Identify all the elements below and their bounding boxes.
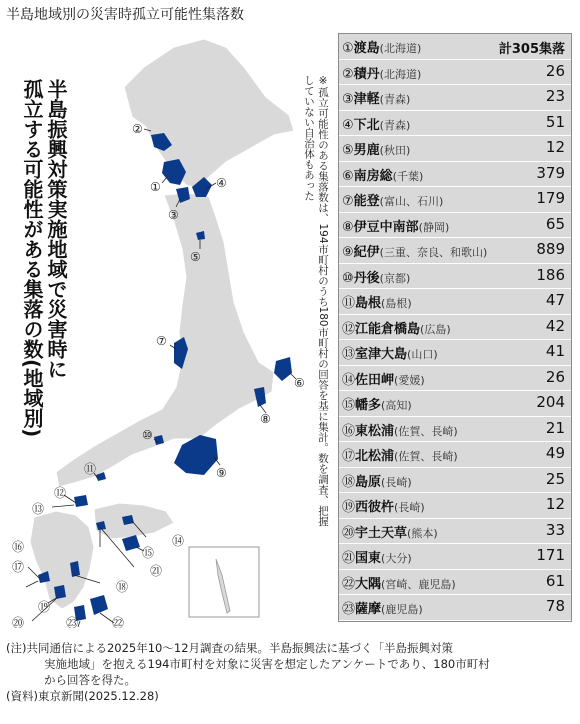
table-row bbox=[339, 213, 571, 239]
table-row bbox=[339, 60, 571, 86]
region-name bbox=[342, 420, 458, 439]
region-name bbox=[342, 88, 410, 107]
region-prefecture: (京都) bbox=[379, 271, 411, 285]
table-row bbox=[339, 391, 571, 417]
settlement-count: 186 bbox=[536, 265, 565, 284]
table-row bbox=[339, 136, 571, 162]
region-number: ㉒ bbox=[342, 576, 356, 592]
settlement-count: 65 bbox=[545, 214, 565, 233]
survey-note-line2: していない自治体もあった bbox=[303, 75, 315, 201]
settlement-count: 12 bbox=[545, 495, 565, 514]
map-label-5: ⑤ bbox=[190, 250, 201, 264]
map-label-2: ② bbox=[132, 122, 143, 136]
region-prefecture: (鹿児島) bbox=[381, 603, 423, 617]
table-row bbox=[339, 162, 571, 188]
region-prefecture: (富山、石川) bbox=[379, 195, 444, 209]
region-name bbox=[342, 496, 425, 515]
map-hokkaido bbox=[124, 39, 294, 189]
map-label-4: ④ bbox=[216, 176, 227, 190]
region-name bbox=[342, 190, 443, 209]
region-label: 積丹 bbox=[353, 66, 380, 82]
region-number: ⑤ bbox=[342, 143, 354, 159]
map-label-22: ㉒ bbox=[112, 616, 125, 628]
region-number: ⑳ bbox=[342, 525, 356, 541]
region-label: 室津大島 bbox=[355, 347, 408, 363]
region-number: ⑲ bbox=[342, 500, 356, 516]
region-name bbox=[342, 216, 449, 235]
table-row bbox=[339, 238, 571, 264]
table-row bbox=[339, 85, 571, 111]
table-row bbox=[339, 264, 571, 290]
region-number: ⑬ bbox=[342, 347, 356, 363]
region-prefecture: (佐賀、長崎) bbox=[394, 424, 458, 438]
map-label-18: ⑱ bbox=[116, 580, 129, 594]
map-label-11: ⑪ bbox=[84, 462, 97, 476]
settlement-count: 49 bbox=[545, 444, 565, 463]
region-prefecture: (広島) bbox=[420, 322, 451, 336]
region-8-izu bbox=[254, 387, 266, 407]
table-row bbox=[339, 340, 571, 366]
region-name bbox=[342, 547, 412, 566]
region-prefecture: (熊本) bbox=[407, 526, 438, 540]
region-number: ⑪ bbox=[342, 296, 356, 312]
chart-title-line1: 半島振興対策実施地域で災害時に bbox=[44, 79, 68, 379]
table-row bbox=[339, 595, 571, 621]
region-6-boso bbox=[274, 357, 292, 381]
region-number: ㉓ bbox=[342, 602, 356, 618]
region-prefecture: (青森) bbox=[379, 118, 411, 132]
settlement-count: 889 bbox=[536, 240, 565, 259]
region-name bbox=[342, 241, 487, 260]
region-number: ④ bbox=[342, 117, 354, 133]
map-label-3: ③ bbox=[168, 208, 179, 222]
map-label-7: ⑦ bbox=[156, 334, 167, 348]
footnotes bbox=[6, 640, 576, 704]
region-name bbox=[342, 445, 458, 464]
region-name bbox=[342, 471, 412, 490]
settlement-count: 78 bbox=[545, 597, 565, 616]
region-label: 能登 bbox=[353, 194, 380, 210]
region-label: 宇土天草 bbox=[355, 525, 408, 541]
region-name bbox=[342, 598, 423, 617]
region-name bbox=[342, 394, 412, 413]
map-label-15: ⑮ bbox=[142, 546, 155, 560]
table-row bbox=[339, 544, 571, 570]
region-number: ⑰ bbox=[342, 449, 356, 465]
region-prefecture: (高知) bbox=[381, 399, 412, 413]
region-name bbox=[342, 165, 423, 184]
total-count: 計305集落 bbox=[498, 42, 565, 57]
region-label: 国東 bbox=[355, 551, 382, 567]
settlement-count: 25 bbox=[545, 469, 565, 488]
region-label: 島原 bbox=[355, 474, 382, 490]
region-number: ⑨ bbox=[342, 245, 354, 261]
settlement-count: 23 bbox=[545, 87, 565, 106]
table-row bbox=[339, 493, 571, 519]
region-number: ⑯ bbox=[342, 423, 356, 439]
settlement-count: 51 bbox=[545, 112, 565, 131]
region-label: 南房総 bbox=[353, 168, 393, 184]
table-row bbox=[339, 111, 571, 137]
region-name bbox=[342, 573, 456, 592]
settlement-count: 61 bbox=[545, 571, 565, 590]
region-prefecture: (千葉) bbox=[392, 169, 424, 183]
map-label-8: ⑧ bbox=[260, 412, 271, 426]
settlement-count: 26 bbox=[545, 61, 565, 80]
region-prefecture: (青森) bbox=[379, 93, 411, 107]
map-label-19: ⑲ bbox=[38, 600, 51, 614]
map-label-1: ① bbox=[150, 180, 161, 194]
region-prefecture: (愛媛) bbox=[394, 373, 425, 387]
region-number: ⑫ bbox=[342, 321, 356, 337]
settlement-count: 21 bbox=[545, 418, 565, 437]
region-name bbox=[342, 37, 421, 56]
region-name bbox=[342, 267, 410, 286]
settlement-count: 42 bbox=[545, 316, 565, 335]
region-label: 丹後 bbox=[353, 270, 380, 286]
region-prefecture: (島根) bbox=[381, 297, 412, 311]
settlement-count: 41 bbox=[545, 342, 565, 361]
map-label-23: ㉓ bbox=[66, 616, 79, 628]
region-prefecture: (北海道) bbox=[379, 42, 422, 55]
settlement-count: 47 bbox=[545, 291, 565, 310]
region-name bbox=[342, 63, 421, 82]
note-line-2: 実施地域」を抱える194市町村を対象に災害を想定したアンケートであり、180市町村 bbox=[44, 657, 490, 671]
map-label-10: ⑩ bbox=[142, 428, 153, 442]
region-name bbox=[342, 318, 451, 337]
region-label: 伊豆中南部 bbox=[353, 219, 419, 235]
region-label: 東松浦 bbox=[355, 423, 395, 439]
figure bbox=[4, 27, 576, 628]
region-label: 渡島 bbox=[353, 41, 380, 56]
table-row bbox=[339, 442, 571, 468]
region-label: 江能倉橋島 bbox=[355, 321, 421, 337]
table-row bbox=[339, 570, 571, 596]
map-label-20: ⑳ bbox=[12, 616, 25, 628]
map-label-21: ㉑ bbox=[150, 564, 163, 578]
table-row bbox=[339, 289, 571, 315]
settlement-count: 26 bbox=[545, 367, 565, 386]
region-name bbox=[342, 292, 412, 311]
region-prefecture: (長崎) bbox=[381, 475, 412, 489]
okinawa-inset bbox=[189, 547, 259, 617]
region-19-20-amakusa bbox=[54, 585, 66, 599]
map-label-16: ⑯ bbox=[12, 540, 25, 554]
region-number: ⑥ bbox=[342, 168, 354, 184]
region-label: 津軽 bbox=[353, 92, 380, 108]
region-prefecture: (秋田) bbox=[379, 144, 411, 158]
region-number: ⑱ bbox=[342, 474, 356, 490]
region-label: 大隅 bbox=[355, 576, 382, 592]
page-title: 半島地域別の災害時孤立可能性集落数 bbox=[6, 7, 244, 23]
region-number: ⑦ bbox=[342, 194, 354, 210]
map-label-9: ⑨ bbox=[216, 466, 227, 480]
region-prefecture: (佐賀、長崎) bbox=[394, 450, 458, 464]
region-label: 島根 bbox=[355, 296, 382, 312]
map-label-12: ⑫ bbox=[54, 486, 67, 500]
count-table bbox=[338, 33, 572, 622]
region-9-kii bbox=[174, 435, 218, 475]
settlement-count: 179 bbox=[536, 189, 565, 208]
settlement-count: 171 bbox=[536, 546, 565, 565]
region-number: ③ bbox=[342, 92, 354, 108]
region-name bbox=[342, 343, 438, 362]
settlement-count: 379 bbox=[536, 163, 565, 182]
map-label-14: ⑭ bbox=[172, 534, 185, 548]
region-22-osumi bbox=[90, 595, 108, 615]
region-prefecture: (山口) bbox=[407, 348, 438, 362]
region-name bbox=[342, 114, 410, 133]
region-label: 薩摩 bbox=[355, 602, 382, 618]
map-label-17: ⑰ bbox=[12, 560, 25, 574]
region-prefecture: (静岡) bbox=[418, 220, 450, 234]
region-prefecture: (三重、奈良、和歌山) bbox=[379, 246, 488, 260]
region-label: 幡多 bbox=[355, 398, 382, 414]
region-prefecture: (大分) bbox=[381, 552, 412, 566]
table-row bbox=[339, 519, 571, 545]
source-line: (資料)東京新聞(2025.12.28) bbox=[6, 689, 159, 703]
table-row bbox=[339, 366, 571, 392]
region-number: ㉑ bbox=[342, 551, 356, 567]
table-row bbox=[339, 315, 571, 341]
region-number: ⑮ bbox=[342, 398, 356, 414]
region-label: 西彼杵 bbox=[355, 500, 395, 516]
region-label: 男鹿 bbox=[353, 143, 380, 159]
settlement-count: 12 bbox=[545, 138, 565, 157]
survey-note-line1: ※孤立可能性のある集落数は、194市町村のうち180市町村の回答を基に集計。数を調査、把握 bbox=[317, 75, 329, 527]
region-12-13-seto bbox=[74, 495, 88, 507]
region-label: 下北 bbox=[353, 117, 380, 133]
region-number: ① bbox=[342, 41, 354, 56]
region-label: 佐田岬 bbox=[355, 372, 395, 388]
table-row bbox=[339, 417, 571, 443]
region-number: ② bbox=[342, 66, 354, 82]
chart-title-line2: 孤立する可能性がある集落の数(地域別) bbox=[20, 79, 44, 438]
note-line-3: から回答を得た。 bbox=[44, 673, 136, 687]
settlement-count: 33 bbox=[545, 520, 565, 539]
map-label-6: ⑥ bbox=[294, 376, 305, 390]
region-16-17-matsuura bbox=[38, 571, 50, 583]
region-prefecture: (長崎) bbox=[394, 501, 425, 515]
table-row bbox=[339, 34, 571, 60]
region-label: 北松浦 bbox=[355, 449, 395, 465]
region-number: ⑧ bbox=[342, 219, 354, 235]
table-row bbox=[339, 468, 571, 494]
note-line-1: (注)共同通信による2025年10～12月調査の結果。半島振興法に基づく「半島振興対策 bbox=[6, 641, 454, 655]
region-number: ⑭ bbox=[342, 372, 356, 388]
region-label: 紀伊 bbox=[353, 245, 380, 261]
region-prefecture: (宮崎、鹿児島) bbox=[381, 577, 456, 591]
region-name bbox=[342, 522, 438, 541]
table-row bbox=[339, 187, 571, 213]
region-number: ⑩ bbox=[342, 270, 354, 286]
region-prefecture: (北海道) bbox=[379, 67, 422, 81]
settlement-count: 204 bbox=[536, 393, 565, 412]
region-name bbox=[342, 139, 410, 158]
map-okinawa bbox=[216, 559, 230, 613]
map-label-13: ⑬ bbox=[32, 502, 45, 516]
region-name bbox=[342, 369, 425, 388]
